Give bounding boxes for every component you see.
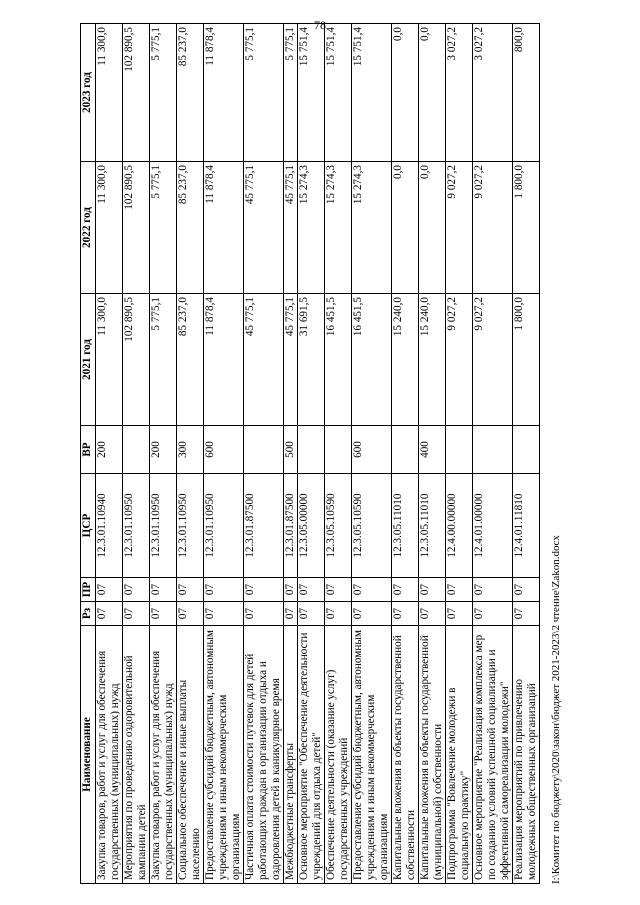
cell-vr xyxy=(513,426,540,474)
cell-y2021: 45 775,1 xyxy=(244,294,284,426)
cell-vr xyxy=(446,426,473,474)
cell-name: Предоставление субсидий бюджетным, автономным учреждениям и иным некоммерческим организациям xyxy=(204,626,244,884)
cell-y2023: 102 890,5 xyxy=(123,24,150,162)
cell-y2023: 15 751,4 xyxy=(325,24,352,162)
cell-y2022: 0,0 xyxy=(419,162,446,294)
cell-y2021: 45 775,1 xyxy=(284,294,298,426)
cell-y2021: 15 240,0 xyxy=(392,294,419,426)
cell-name: Основное мероприятие "Реализация комплекса мер по созданию условий успешной социализации и эффективной самореализации молодежи" xyxy=(473,626,513,884)
cell-csr: 12.3.01.10950 xyxy=(123,474,150,578)
header-csr: ЦСР xyxy=(81,474,96,578)
cell-y2021: 9 027,2 xyxy=(473,294,513,426)
table-row xyxy=(419,24,446,884)
cell-vr: 600 xyxy=(204,426,244,474)
cell-vr xyxy=(392,426,419,474)
cell-rz: 07 xyxy=(284,602,298,626)
cell-name: Закупка товаров, работ и услуг для обеспечения государственных (муниципальных) нужд xyxy=(150,626,177,884)
cell-csr: 12.3.05.10590 xyxy=(325,474,352,578)
header-2021: 2021 год xyxy=(81,294,96,426)
cell-y2021: 1 800,0 xyxy=(513,294,540,426)
cell-y2022: 9 027,2 xyxy=(446,162,473,294)
cell-rz: 07 xyxy=(204,602,244,626)
cell-y2023: 5 775,1 xyxy=(284,24,298,162)
cell-name: Реализация мероприятий по привлечению молодежных общественных организаций xyxy=(513,626,540,884)
cell-vr xyxy=(473,426,513,474)
cell-csr: 12.3.05.11010 xyxy=(392,474,419,578)
table-row xyxy=(123,24,150,884)
cell-vr xyxy=(325,426,352,474)
cell-y2021: 11 300,0 xyxy=(96,294,123,426)
cell-pr: 07 xyxy=(419,578,446,602)
cell-name: Закупка товаров, работ и услуг для обеспечения государственных (муниципальных) нужд xyxy=(96,626,123,884)
cell-vr: 200 xyxy=(96,426,123,474)
rotated-page-content xyxy=(80,24,560,884)
cell-y2022: 9 027,2 xyxy=(473,162,513,294)
cell-y2021: 15 240,0 xyxy=(419,294,446,426)
table-row xyxy=(352,24,392,884)
cell-pr: 07 xyxy=(298,578,325,602)
cell-name: Межбюджетные трансферты xyxy=(284,626,298,884)
cell-rz: 07 xyxy=(419,602,446,626)
cell-y2022: 15 274,3 xyxy=(352,162,392,294)
cell-y2021: 85 237,0 xyxy=(177,294,204,426)
cell-y2021: 16 451,5 xyxy=(352,294,392,426)
cell-rz: 07 xyxy=(513,602,540,626)
cell-y2023: 11 878,4 xyxy=(204,24,244,162)
cell-pr: 07 xyxy=(392,578,419,602)
cell-name: Подпрограмма "Вовлечение молодежи в социальную практику" xyxy=(446,626,473,884)
cell-pr: 07 xyxy=(244,578,284,602)
cell-rz: 07 xyxy=(298,602,325,626)
cell-csr: 12.3.05.11010 xyxy=(419,474,446,578)
cell-pr: 07 xyxy=(150,578,177,602)
cell-pr: 07 xyxy=(96,578,123,602)
cell-csr: 12.3.01.10950 xyxy=(177,474,204,578)
cell-rz: 07 xyxy=(473,602,513,626)
cell-pr: 07 xyxy=(204,578,244,602)
cell-pr: 07 xyxy=(473,578,513,602)
cell-name: Мероприятия по проведению оздоровительной кампании детей xyxy=(123,626,150,884)
cell-y2023: 0,0 xyxy=(419,24,446,162)
cell-csr: 12.3.01.87500 xyxy=(244,474,284,578)
table-row xyxy=(446,24,473,884)
cell-csr: 12.3.01.87500 xyxy=(284,474,298,578)
cell-y2023: 0,0 xyxy=(392,24,419,162)
cell-name: Основное мероприятие "Обеспечение деятельности учреждений для отдыха детей" xyxy=(298,626,325,884)
cell-y2022: 0,0 xyxy=(392,162,419,294)
cell-y2022: 45 775,1 xyxy=(284,162,298,294)
cell-rz: 07 xyxy=(352,602,392,626)
cell-vr xyxy=(298,426,325,474)
cell-rz: 07 xyxy=(123,602,150,626)
cell-rz: 07 xyxy=(150,602,177,626)
cell-y2023: 15 751,4 xyxy=(352,24,392,162)
cell-y2023: 85 237,0 xyxy=(177,24,204,162)
table-header-row xyxy=(81,24,96,884)
cell-csr: 12.4.01.11810 xyxy=(513,474,540,578)
cell-rz: 07 xyxy=(325,602,352,626)
cell-pr: 07 xyxy=(352,578,392,602)
cell-vr xyxy=(123,426,150,474)
cell-name: Социальное обеспечение и иные выплаты населению xyxy=(177,626,204,884)
cell-vr: 600 xyxy=(352,426,392,474)
cell-y2022: 11 300,0 xyxy=(96,162,123,294)
cell-y2022: 15 274,3 xyxy=(298,162,325,294)
cell-vr: 200 xyxy=(150,426,177,474)
cell-csr: 12.3.01.10950 xyxy=(204,474,244,578)
cell-y2023: 15 751,4 xyxy=(298,24,325,162)
cell-vr: 400 xyxy=(419,426,446,474)
cell-y2022: 85 237,0 xyxy=(177,162,204,294)
budget-table xyxy=(80,23,540,884)
cell-y2022: 1 800,0 xyxy=(513,162,540,294)
table-row xyxy=(204,24,244,884)
table-row xyxy=(284,24,298,884)
cell-name: Предоставление субсидий бюджетным, автономным учреждениям и иным некоммерческим организациям xyxy=(352,626,392,884)
cell-y2023: 3 027,2 xyxy=(473,24,513,162)
cell-y2023: 11 300,0 xyxy=(96,24,123,162)
table-row xyxy=(513,24,540,884)
cell-csr: 12.3.05.10590 xyxy=(352,474,392,578)
cell-y2023: 5 775,1 xyxy=(244,24,284,162)
cell-name: Обеспечение деятельности (оказание услуг) государственных учреждений xyxy=(325,626,352,884)
cell-y2022: 5 775,1 xyxy=(150,162,177,294)
cell-pr: 07 xyxy=(325,578,352,602)
cell-rz: 07 xyxy=(177,602,204,626)
cell-y2021: 11 878,4 xyxy=(204,294,244,426)
cell-csr: 12.3.01.10940 xyxy=(96,474,123,578)
cell-csr: 12.3.05.00000 xyxy=(298,474,325,578)
header-2022: 2022 год xyxy=(81,162,96,294)
cell-pr: 07 xyxy=(513,578,540,602)
cell-rz: 07 xyxy=(446,602,473,626)
header-rz: Рз xyxy=(81,602,96,626)
header-pr: ПР xyxy=(81,578,96,602)
cell-vr xyxy=(244,426,284,474)
table-row xyxy=(298,24,325,884)
cell-csr: 12.4.00.00000 xyxy=(446,474,473,578)
cell-y2022: 102 890,5 xyxy=(123,162,150,294)
table-row xyxy=(150,24,177,884)
cell-y2021: 16 451,5 xyxy=(325,294,352,426)
table-row xyxy=(325,24,352,884)
cell-y2023: 800,0 xyxy=(513,24,540,162)
cell-csr: 12.3.01.10950 xyxy=(150,474,177,578)
table-row xyxy=(392,24,419,884)
cell-y2021: 102 890,5 xyxy=(123,294,150,426)
cell-name: Капитальные вложения в объекты государственной (муниципальной) собственности xyxy=(419,626,446,884)
cell-pr: 07 xyxy=(177,578,204,602)
header-name: Наименование xyxy=(81,626,96,884)
cell-y2023: 5 775,1 xyxy=(150,24,177,162)
cell-y2021: 31 691,5 xyxy=(298,294,325,426)
page-number: 78 xyxy=(314,18,326,32)
cell-csr: 12.4.01.00000 xyxy=(473,474,513,578)
cell-vr: 500 xyxy=(284,426,298,474)
cell-rz: 07 xyxy=(96,602,123,626)
cell-pr: 07 xyxy=(446,578,473,602)
table-row xyxy=(244,24,284,884)
cell-y2021: 9 027,2 xyxy=(446,294,473,426)
cell-rz: 07 xyxy=(244,602,284,626)
cell-y2023: 3 027,2 xyxy=(446,24,473,162)
cell-pr: 07 xyxy=(284,578,298,602)
file-path-footer: I:\Комитет по бюджету\2020\закон\бюджет 2021-2023\2 чтение\Zakon.docx xyxy=(550,535,562,884)
table-row xyxy=(177,24,204,884)
cell-y2022: 45 775,1 xyxy=(244,162,284,294)
cell-name: Частичная оплата стоимости путевок для детей работающих граждан в организации отдыха и оздоровления детей в каникулярное время xyxy=(244,626,284,884)
cell-pr: 07 xyxy=(123,578,150,602)
cell-name: Капитальные вложения в объекты государственной собственности xyxy=(392,626,419,884)
table-row xyxy=(96,24,123,884)
cell-rz: 07 xyxy=(392,602,419,626)
header-2023: 2023 год xyxy=(81,24,96,162)
cell-y2022: 11 878,4 xyxy=(204,162,244,294)
cell-vr: 300 xyxy=(177,426,204,474)
cell-y2021: 5 775,1 xyxy=(150,294,177,426)
cell-y2022: 15 274,3 xyxy=(325,162,352,294)
table-row xyxy=(473,24,513,884)
header-vr: ВР xyxy=(81,426,96,474)
